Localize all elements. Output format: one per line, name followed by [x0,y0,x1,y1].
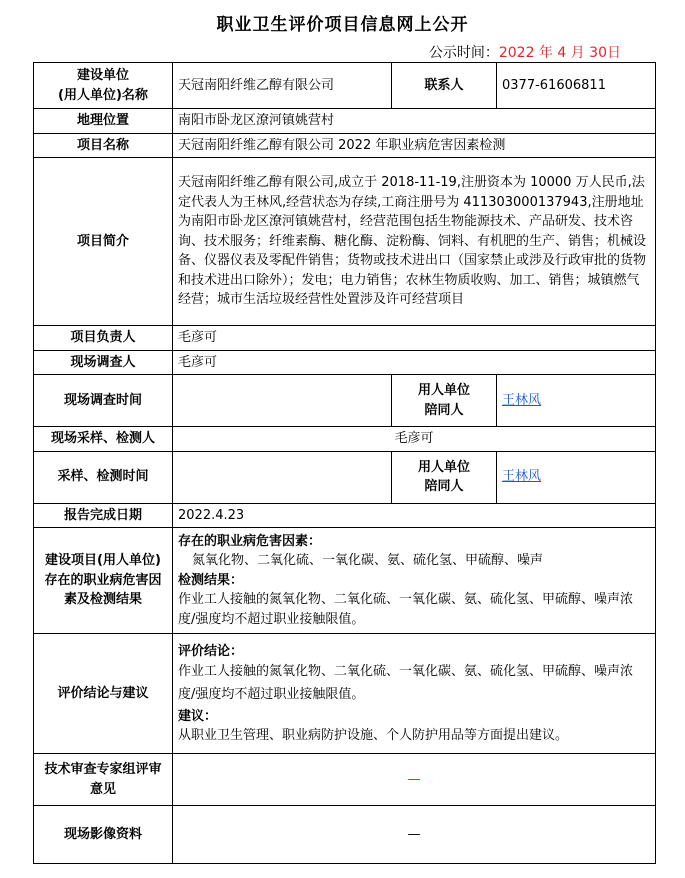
label-project-leader: 项目负责人 [34,326,173,351]
value-unit-name: 天冠南阳纤维乙醇有限公司 [173,63,392,109]
row-hazards [34,528,656,634]
value-expert-opinion [173,754,656,806]
value-hazards-results [173,528,656,634]
row-site-investigator [34,350,656,375]
value-site-images: — [173,806,656,864]
label-project-name: 项目名称 [34,133,173,158]
label-hazards-results: 建设项目(用人单位)存在的职业病危害因素及检测结果 [34,528,173,634]
info-table [33,62,656,864]
value-site-investigation-time [173,375,392,427]
row-project-name [34,133,656,158]
label-conclusion-suggestion: 评价结论与建议 [34,634,173,754]
value-escort-2 [497,451,656,503]
suggestion-head: 建议： [178,708,218,724]
label-sampling-person: 现场采样、检测人 [34,427,173,452]
label-sampling-time: 采样、检测时间 [34,451,173,503]
label-expert-opinion: 技术审查专家组评审意见 [34,754,173,806]
notice-label: 公示时间： [428,45,499,61]
value-sampling-person: 毛彦可 [173,427,656,452]
row-report-date [34,503,656,528]
label-site-investigator: 现场调查人 [34,350,173,375]
label-project-intro: 项目简介 [34,158,173,326]
value-project-intro: 天冠南阳纤维乙醇有限公司,成立于 2018-11-19,注册资本为 10000 万人民币,法定代表人为王林风,经营状态为存续,工商注册号为 411303000137943,注册地址为南阳市卧龙区潦河镇姚营村，经营范围包括生物能源技术、产品研发、技术咨询、技术服务；纤维素酶、糖化酶、淀粉酶、饲料、有机肥的生产、销售；机械设备、仪器仪表及零配件销售；货物或技术进出口（国家禁止或涉及行政审批的货物和技术进出口除外）；发电；电力销售；农林生物质收购、加工、销售；城镇燃气经营；城市生活垃圾经营性处置涉及许可经营项目 [173,158,656,326]
row-sampling-time [34,451,656,503]
value-project-name: 天冠南阳纤维乙醇有限公司 2022 年职业病危害因素检测 [173,133,656,158]
value-conclusion-suggestion [173,634,656,754]
value-sampling-time [173,451,392,503]
conclusion-head: 评价结论： [178,643,244,659]
label-escort-1: 用人单位陪同人 [392,375,497,427]
value-location: 南阳市卧龙区潦河镇姚营村 [173,109,656,134]
conclusion-text: 作业工人接触的氮氧化物、二氧化硫、一氧化碳、氨、硫化氢、甲硫醇、噪声浓度/强度均不超过职业接触限值。 [178,664,634,702]
hazards-head: 存在的职业病危害因素： [178,533,322,549]
label-contact: 联系人 [392,63,497,109]
row-project-leader [34,326,656,351]
notice-date [429,42,621,62]
label-report-date: 报告完成日期 [34,503,173,528]
value-project-leader: 毛彦可 [173,326,656,351]
value-report-date: 2022.4.23 [173,503,656,528]
row-site-investigation-time [34,375,656,427]
escort-2-link[interactable]: 王林风 [502,469,542,485]
expert-opinion-dash: — [407,771,421,787]
hazards-list: 氮氧化物、二氧化硫、一氧化碳、氨、硫化氢、甲硫醇、噪声 [192,553,544,569]
value-escort-1 [497,375,656,427]
label-location: 地理位置 [34,109,173,134]
results-text: 作业工人接触的氮氧化物、二氧化硫、一氧化碳、氨、硫化氢、甲硫醇、噪声浓度/强度均不超过职业接触限值。 [178,592,634,627]
results-head: 检测结果： [178,572,244,588]
value-site-investigator: 毛彦可 [173,350,656,375]
label-escort-2: 用人单位陪同人 [392,451,497,503]
label-site-images: 现场影像资料 [34,806,173,864]
row-sampling-person [34,427,656,452]
label-site-investigation-time: 现场调查时间 [34,375,173,427]
notice-date-value: 2022 年 4 月 30日 [498,45,621,61]
page-title: 职业卫生评价项目信息网上公开 [216,15,469,35]
row-conclusion [34,634,656,754]
row-site-images [34,806,656,864]
row-location [34,109,656,134]
escort-1-link[interactable]: 王林风 [502,392,542,408]
row-expert-opinion [34,754,656,806]
row-unit [34,63,656,109]
value-contact-phone: 0377-61606811 [497,63,656,109]
row-project-intro [34,158,656,326]
suggestion-text: 从职业卫生管理、职业病防护设施、个人防护用品等方面提出建议。 [178,728,569,743]
label-unit-name: 建设单位 (用人单位)名称 [34,63,173,109]
